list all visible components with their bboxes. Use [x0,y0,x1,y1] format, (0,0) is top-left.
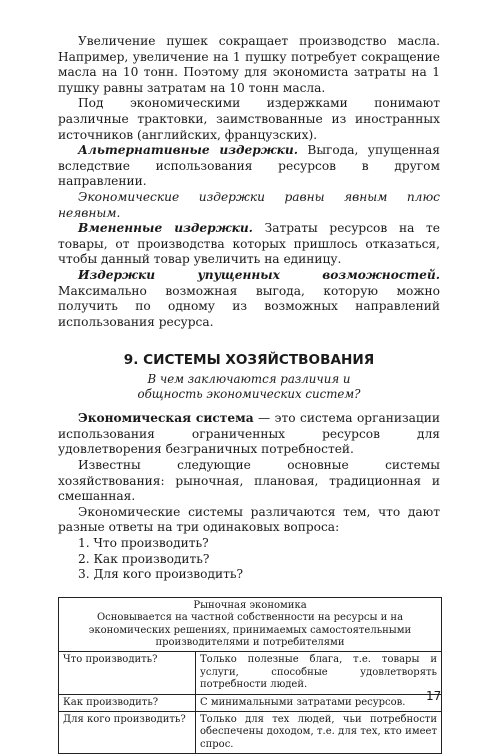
page-number: 17 [426,689,442,703]
term-imputed-costs: Вмененные издержки. [78,221,253,236]
section-question: В чем заключаются различия и общность экономических систем? [137,372,361,402]
table-header-cell [59,597,442,652]
table-answer-cell: Только полезные блага, т.е. товары и услуги, способные удовлетворять потребности людей. [196,652,442,694]
table-answer-cell: Только для тех людей, чьи потребности обеспечены доходом, т.е. для тех, кто имеет спрос. [196,712,442,754]
term-alternative-costs: Альтернативные издержки. [78,143,299,158]
question-list [58,536,440,583]
paragraph-guns-butter: Увеличение пушек сокращает производство масла. Например, увеличение на 1 пушку потребует сокращение масла на 10 тонн. Поэтому для экономиста затраты на 1 пушку равны затратам на 10 тонн масла. [58,34,440,95]
alternative-costs-text: Выгода, упущенная вследствие использования ресурсов в другом направлении. [58,143,440,189]
list-item: 3. Для кого производить? [78,567,244,582]
paragraph-explicit-implicit: Экономические издержки равны явным плюс неявным. [58,189,440,220]
table-header-row [59,597,442,652]
table-title: Рыночная экономика [193,599,307,611]
paragraph-imputed-costs [58,221,440,268]
list-item: 1. Что производить? [78,536,209,551]
section-heading: 9. СИСТЕМЫ ХОЗЯЙСТВОВАНИЯ [123,352,375,369]
paragraph-opportunity-costs [58,268,440,330]
economic-system-text: — это система организации использования ограниченных ресурсов для удовлетворения безграничных потребностей. [58,411,440,457]
paragraph-alternative-costs [58,143,440,190]
table-question-cell: Как производить? [59,694,196,711]
paragraph-economic-system [58,411,440,458]
market-economy-table [58,597,442,754]
table-row [59,694,442,711]
table-question-cell: Что производить? [59,652,196,694]
table-answer-cell: С минимальными затратами ресурсов. [196,694,442,711]
imputed-costs-text: Затраты ресурсов на те товары, от производства которых пришлось отказаться, чтобы данный товар увеличить на единицу. [58,221,440,267]
opportunity-costs-text: Максимально возможная выгода, которую можно получить по одному из возможных направлений использования ресурса. [58,283,440,329]
page-body [58,34,440,754]
table-question-cell: Для кого производить? [59,712,196,754]
paragraph-systems-differ: Экономические системы различаются тем, что дают разные ответы на три одинаковых вопроса: [58,504,440,535]
paragraph-economic-costs: Под экономическими издержками понимают различные трактовки, заимствованные из иностранных источников (английских, французских). [58,96,440,142]
paragraph-known-systems: Известны следующие основные системы хозяйствования: рыночная, плановая, традиционная и смешанная. [58,458,440,504]
term-opportunity-costs: Издержки упущенных возможностей. [78,267,440,282]
term-economic-system: Экономическая система [78,411,254,426]
list-item: 2. Как производить? [78,551,210,566]
table-subtitle: Основывается на частной собственности на ресурсы и на экономических решениях, принимаемых самостоятельными производителями и потребителями [88,612,412,649]
table-row [59,652,442,694]
